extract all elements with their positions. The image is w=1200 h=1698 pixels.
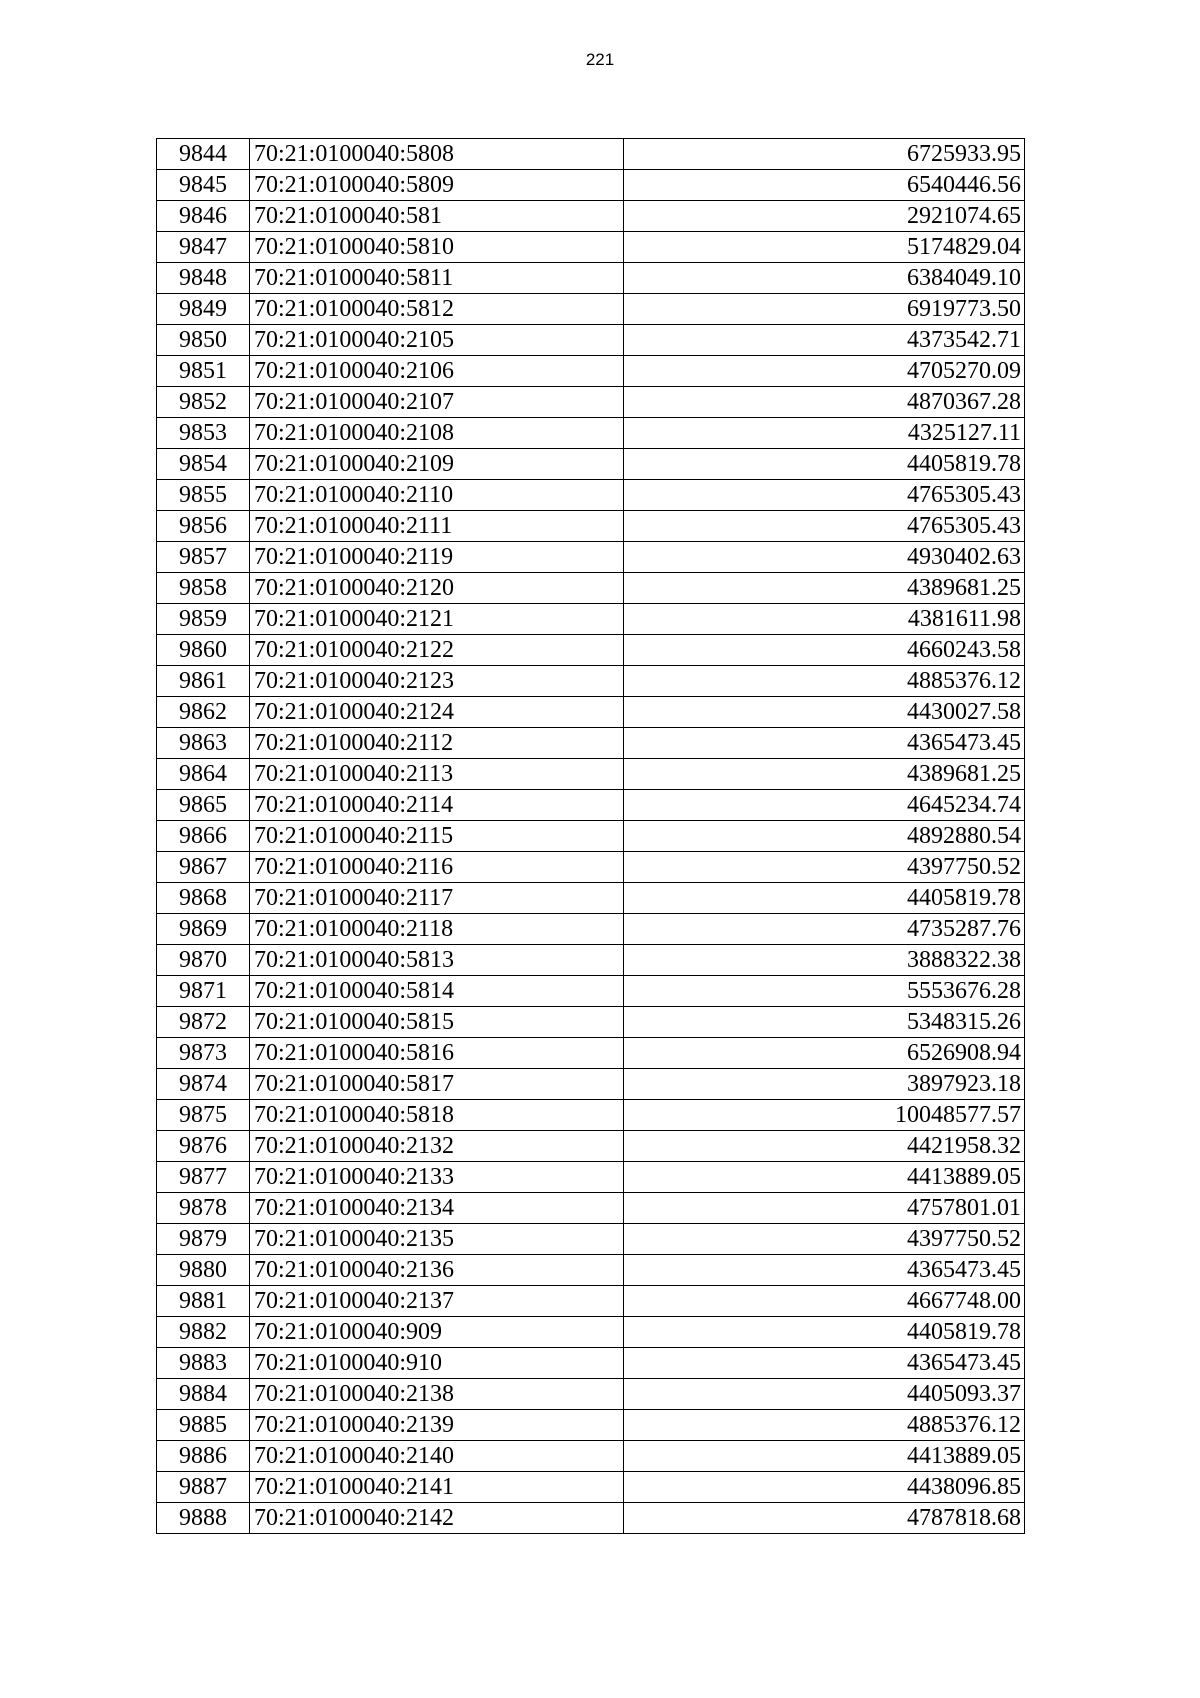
row-number: 9868 — [157, 883, 250, 914]
cadastral-number: 70:21:0100040:5812 — [250, 294, 624, 325]
row-number: 9869 — [157, 914, 250, 945]
table-row — [157, 139, 1025, 170]
cadastral-number: 70:21:0100040:2137 — [250, 1286, 624, 1317]
cadastral-value: 4421958.32 — [624, 1131, 1025, 1162]
table-row — [157, 1162, 1025, 1193]
cadastral-number: 70:21:0100040:5811 — [250, 263, 624, 294]
cadastral-value: 4735287.76 — [624, 914, 1025, 945]
cadastral-value: 4381611.98 — [624, 604, 1025, 635]
cadastral-value: 3888322.38 — [624, 945, 1025, 976]
table-row — [157, 604, 1025, 635]
cadastral-number: 70:21:0100040:2138 — [250, 1379, 624, 1410]
row-number: 9882 — [157, 1317, 250, 1348]
cadastral-value: 4892880.54 — [624, 821, 1025, 852]
table-row — [157, 1503, 1025, 1534]
cadastral-number: 70:21:0100040:2136 — [250, 1255, 624, 1286]
cadastral-value: 4430027.58 — [624, 697, 1025, 728]
cadastral-value: 4413889.05 — [624, 1162, 1025, 1193]
row-number: 9854 — [157, 449, 250, 480]
cadastral-value: 4405819.78 — [624, 449, 1025, 480]
cadastral-number: 70:21:0100040:2133 — [250, 1162, 624, 1193]
cadastral-number: 70:21:0100040:2105 — [250, 325, 624, 356]
table-row — [157, 914, 1025, 945]
row-number: 9845 — [157, 170, 250, 201]
cadastral-value: 4365473.45 — [624, 1255, 1025, 1286]
table-row — [157, 945, 1025, 976]
row-number: 9875 — [157, 1100, 250, 1131]
cadastral-value: 10048577.57 — [624, 1100, 1025, 1131]
row-number: 9860 — [157, 635, 250, 666]
cadastral-value: 6384049.10 — [624, 263, 1025, 294]
table-row — [157, 1472, 1025, 1503]
table-row — [157, 263, 1025, 294]
cadastral-number: 70:21:0100040:5813 — [250, 945, 624, 976]
table-row — [157, 852, 1025, 883]
cadastral-value: 4365473.45 — [624, 728, 1025, 759]
row-number: 9861 — [157, 666, 250, 697]
cadastral-number: 70:21:0100040:2112 — [250, 728, 624, 759]
table-row — [157, 170, 1025, 201]
row-number: 9883 — [157, 1348, 250, 1379]
row-number: 9874 — [157, 1069, 250, 1100]
cadastral-number: 70:21:0100040:909 — [250, 1317, 624, 1348]
row-number: 9853 — [157, 418, 250, 449]
cadastral-number: 70:21:0100040:2118 — [250, 914, 624, 945]
table-row — [157, 759, 1025, 790]
row-number: 9880 — [157, 1255, 250, 1286]
row-number: 9844 — [157, 139, 250, 170]
table-row — [157, 666, 1025, 697]
row-number: 9872 — [157, 1007, 250, 1038]
row-number: 9862 — [157, 697, 250, 728]
table-row — [157, 542, 1025, 573]
row-number: 9879 — [157, 1224, 250, 1255]
table-row — [157, 1441, 1025, 1472]
cadastral-number: 70:21:0100040:2135 — [250, 1224, 624, 1255]
cadastral-value: 4413889.05 — [624, 1441, 1025, 1472]
cadastral-number: 70:21:0100040:2139 — [250, 1410, 624, 1441]
row-number: 9852 — [157, 387, 250, 418]
cadastral-number: 70:21:0100040:2111 — [250, 511, 624, 542]
row-number: 9881 — [157, 1286, 250, 1317]
cadastral-value: 4365473.45 — [624, 1348, 1025, 1379]
cadastral-number: 70:21:0100040:2124 — [250, 697, 624, 728]
cadastral-number: 70:21:0100040:2108 — [250, 418, 624, 449]
cadastral-value: 4405093.37 — [624, 1379, 1025, 1410]
row-number: 9848 — [157, 263, 250, 294]
table-row — [157, 1317, 1025, 1348]
cadastral-number: 70:21:0100040:5815 — [250, 1007, 624, 1038]
row-number: 9859 — [157, 604, 250, 635]
row-number: 9851 — [157, 356, 250, 387]
row-number: 9857 — [157, 542, 250, 573]
table-row — [157, 1224, 1025, 1255]
row-number: 9846 — [157, 201, 250, 232]
registry-table — [156, 138, 1025, 1534]
cadastral-value: 4405819.78 — [624, 1317, 1025, 1348]
row-number: 9858 — [157, 573, 250, 604]
cadastral-value: 4373542.71 — [624, 325, 1025, 356]
page-number: 221 — [585, 50, 615, 69]
cadastral-value: 6526908.94 — [624, 1038, 1025, 1069]
row-number: 9876 — [157, 1131, 250, 1162]
cadastral-value: 4930402.63 — [624, 542, 1025, 573]
registry-table-container — [156, 138, 1025, 1534]
table-row — [157, 976, 1025, 1007]
cadastral-value: 6725933.95 — [624, 139, 1025, 170]
table-row — [157, 232, 1025, 263]
table-row — [157, 1379, 1025, 1410]
cadastral-value: 4885376.12 — [624, 666, 1025, 697]
row-number: 9865 — [157, 790, 250, 821]
cadastral-value: 4405819.78 — [624, 883, 1025, 914]
table-row — [157, 573, 1025, 604]
table-row — [157, 728, 1025, 759]
cadastral-value: 4705270.09 — [624, 356, 1025, 387]
row-number: 9856 — [157, 511, 250, 542]
cadastral-value: 4397750.52 — [624, 1224, 1025, 1255]
table-row — [157, 1410, 1025, 1441]
table-row — [157, 697, 1025, 728]
row-number: 9877 — [157, 1162, 250, 1193]
cadastral-number: 70:21:0100040:2119 — [250, 542, 624, 573]
table-row — [157, 201, 1025, 232]
cadastral-number: 70:21:0100040:5818 — [250, 1100, 624, 1131]
table-row — [157, 356, 1025, 387]
cadastral-value: 4765305.43 — [624, 511, 1025, 542]
row-number: 9885 — [157, 1410, 250, 1441]
row-number: 9871 — [157, 976, 250, 1007]
table-row — [157, 1286, 1025, 1317]
cadastral-value: 4885376.12 — [624, 1410, 1025, 1441]
row-number: 9887 — [157, 1472, 250, 1503]
cadastral-number: 70:21:0100040:2132 — [250, 1131, 624, 1162]
row-number: 9855 — [157, 480, 250, 511]
table-row — [157, 1131, 1025, 1162]
cadastral-number: 70:21:0100040:2114 — [250, 790, 624, 821]
cadastral-number: 70:21:0100040:5814 — [250, 976, 624, 1007]
cadastral-number: 70:21:0100040:2113 — [250, 759, 624, 790]
cadastral-number: 70:21:0100040:2110 — [250, 480, 624, 511]
row-number: 9884 — [157, 1379, 250, 1410]
table-row — [157, 1348, 1025, 1379]
cadastral-value: 4397750.52 — [624, 852, 1025, 883]
table-row — [157, 1069, 1025, 1100]
cadastral-number: 70:21:0100040:2140 — [250, 1441, 624, 1472]
cadastral-value: 4667748.00 — [624, 1286, 1025, 1317]
table-row — [157, 790, 1025, 821]
row-number: 9873 — [157, 1038, 250, 1069]
cadastral-number: 70:21:0100040:2116 — [250, 852, 624, 883]
cadastral-number: 70:21:0100040:5809 — [250, 170, 624, 201]
cadastral-value: 6919773.50 — [624, 294, 1025, 325]
table-row — [157, 821, 1025, 852]
table-row — [157, 387, 1025, 418]
row-number: 9863 — [157, 728, 250, 759]
cadastral-number: 70:21:0100040:2141 — [250, 1472, 624, 1503]
table-row — [157, 1038, 1025, 1069]
table-body — [157, 139, 1025, 1534]
cadastral-value: 5348315.26 — [624, 1007, 1025, 1038]
cadastral-value: 4645234.74 — [624, 790, 1025, 821]
row-number: 9867 — [157, 852, 250, 883]
cadastral-value: 4389681.25 — [624, 573, 1025, 604]
cadastral-number: 70:21:0100040:2134 — [250, 1193, 624, 1224]
cadastral-value: 4787818.68 — [624, 1503, 1025, 1534]
cadastral-value: 4870367.28 — [624, 387, 1025, 418]
cadastral-number: 70:21:0100040:5816 — [250, 1038, 624, 1069]
table-row — [157, 325, 1025, 356]
table-row — [157, 635, 1025, 666]
cadastral-value: 4438096.85 — [624, 1472, 1025, 1503]
cadastral-number: 70:21:0100040:2115 — [250, 821, 624, 852]
table-row — [157, 1007, 1025, 1038]
cadastral-value: 2921074.65 — [624, 201, 1025, 232]
table-row — [157, 418, 1025, 449]
cadastral-number: 70:21:0100040:5808 — [250, 139, 624, 170]
row-number: 9849 — [157, 294, 250, 325]
table-row — [157, 511, 1025, 542]
cadastral-value: 3897923.18 — [624, 1069, 1025, 1100]
cadastral-number: 70:21:0100040:910 — [250, 1348, 624, 1379]
cadastral-number: 70:21:0100040:5817 — [250, 1069, 624, 1100]
cadastral-number: 70:21:0100040:2117 — [250, 883, 624, 914]
table-row — [157, 294, 1025, 325]
cadastral-number: 70:21:0100040:2120 — [250, 573, 624, 604]
cadastral-value: 6540446.56 — [624, 170, 1025, 201]
cadastral-number: 70:21:0100040:2107 — [250, 387, 624, 418]
row-number: 9866 — [157, 821, 250, 852]
row-number: 9850 — [157, 325, 250, 356]
row-number: 9886 — [157, 1441, 250, 1472]
cadastral-number: 70:21:0100040:581 — [250, 201, 624, 232]
cadastral-value: 4660243.58 — [624, 635, 1025, 666]
row-number: 9878 — [157, 1193, 250, 1224]
cadastral-value: 4765305.43 — [624, 480, 1025, 511]
cadastral-value: 4325127.11 — [624, 418, 1025, 449]
cadastral-number: 70:21:0100040:2109 — [250, 449, 624, 480]
cadastral-number: 70:21:0100040:2123 — [250, 666, 624, 697]
cadastral-number: 70:21:0100040:2142 — [250, 1503, 624, 1534]
cadastral-number: 70:21:0100040:2106 — [250, 356, 624, 387]
row-number: 9888 — [157, 1503, 250, 1534]
table-row — [157, 449, 1025, 480]
table-row — [157, 883, 1025, 914]
row-number: 9864 — [157, 759, 250, 790]
table-row — [157, 480, 1025, 511]
cadastral-value: 4757801.01 — [624, 1193, 1025, 1224]
table-row — [157, 1255, 1025, 1286]
cadastral-value: 5553676.28 — [624, 976, 1025, 1007]
row-number: 9870 — [157, 945, 250, 976]
cadastral-number: 70:21:0100040:2121 — [250, 604, 624, 635]
cadastral-value: 5174829.04 — [624, 232, 1025, 263]
table-row — [157, 1193, 1025, 1224]
table-row — [157, 1100, 1025, 1131]
cadastral-number: 70:21:0100040:5810 — [250, 232, 624, 263]
cadastral-number: 70:21:0100040:2122 — [250, 635, 624, 666]
cadastral-value: 4389681.25 — [624, 759, 1025, 790]
row-number: 9847 — [157, 232, 250, 263]
